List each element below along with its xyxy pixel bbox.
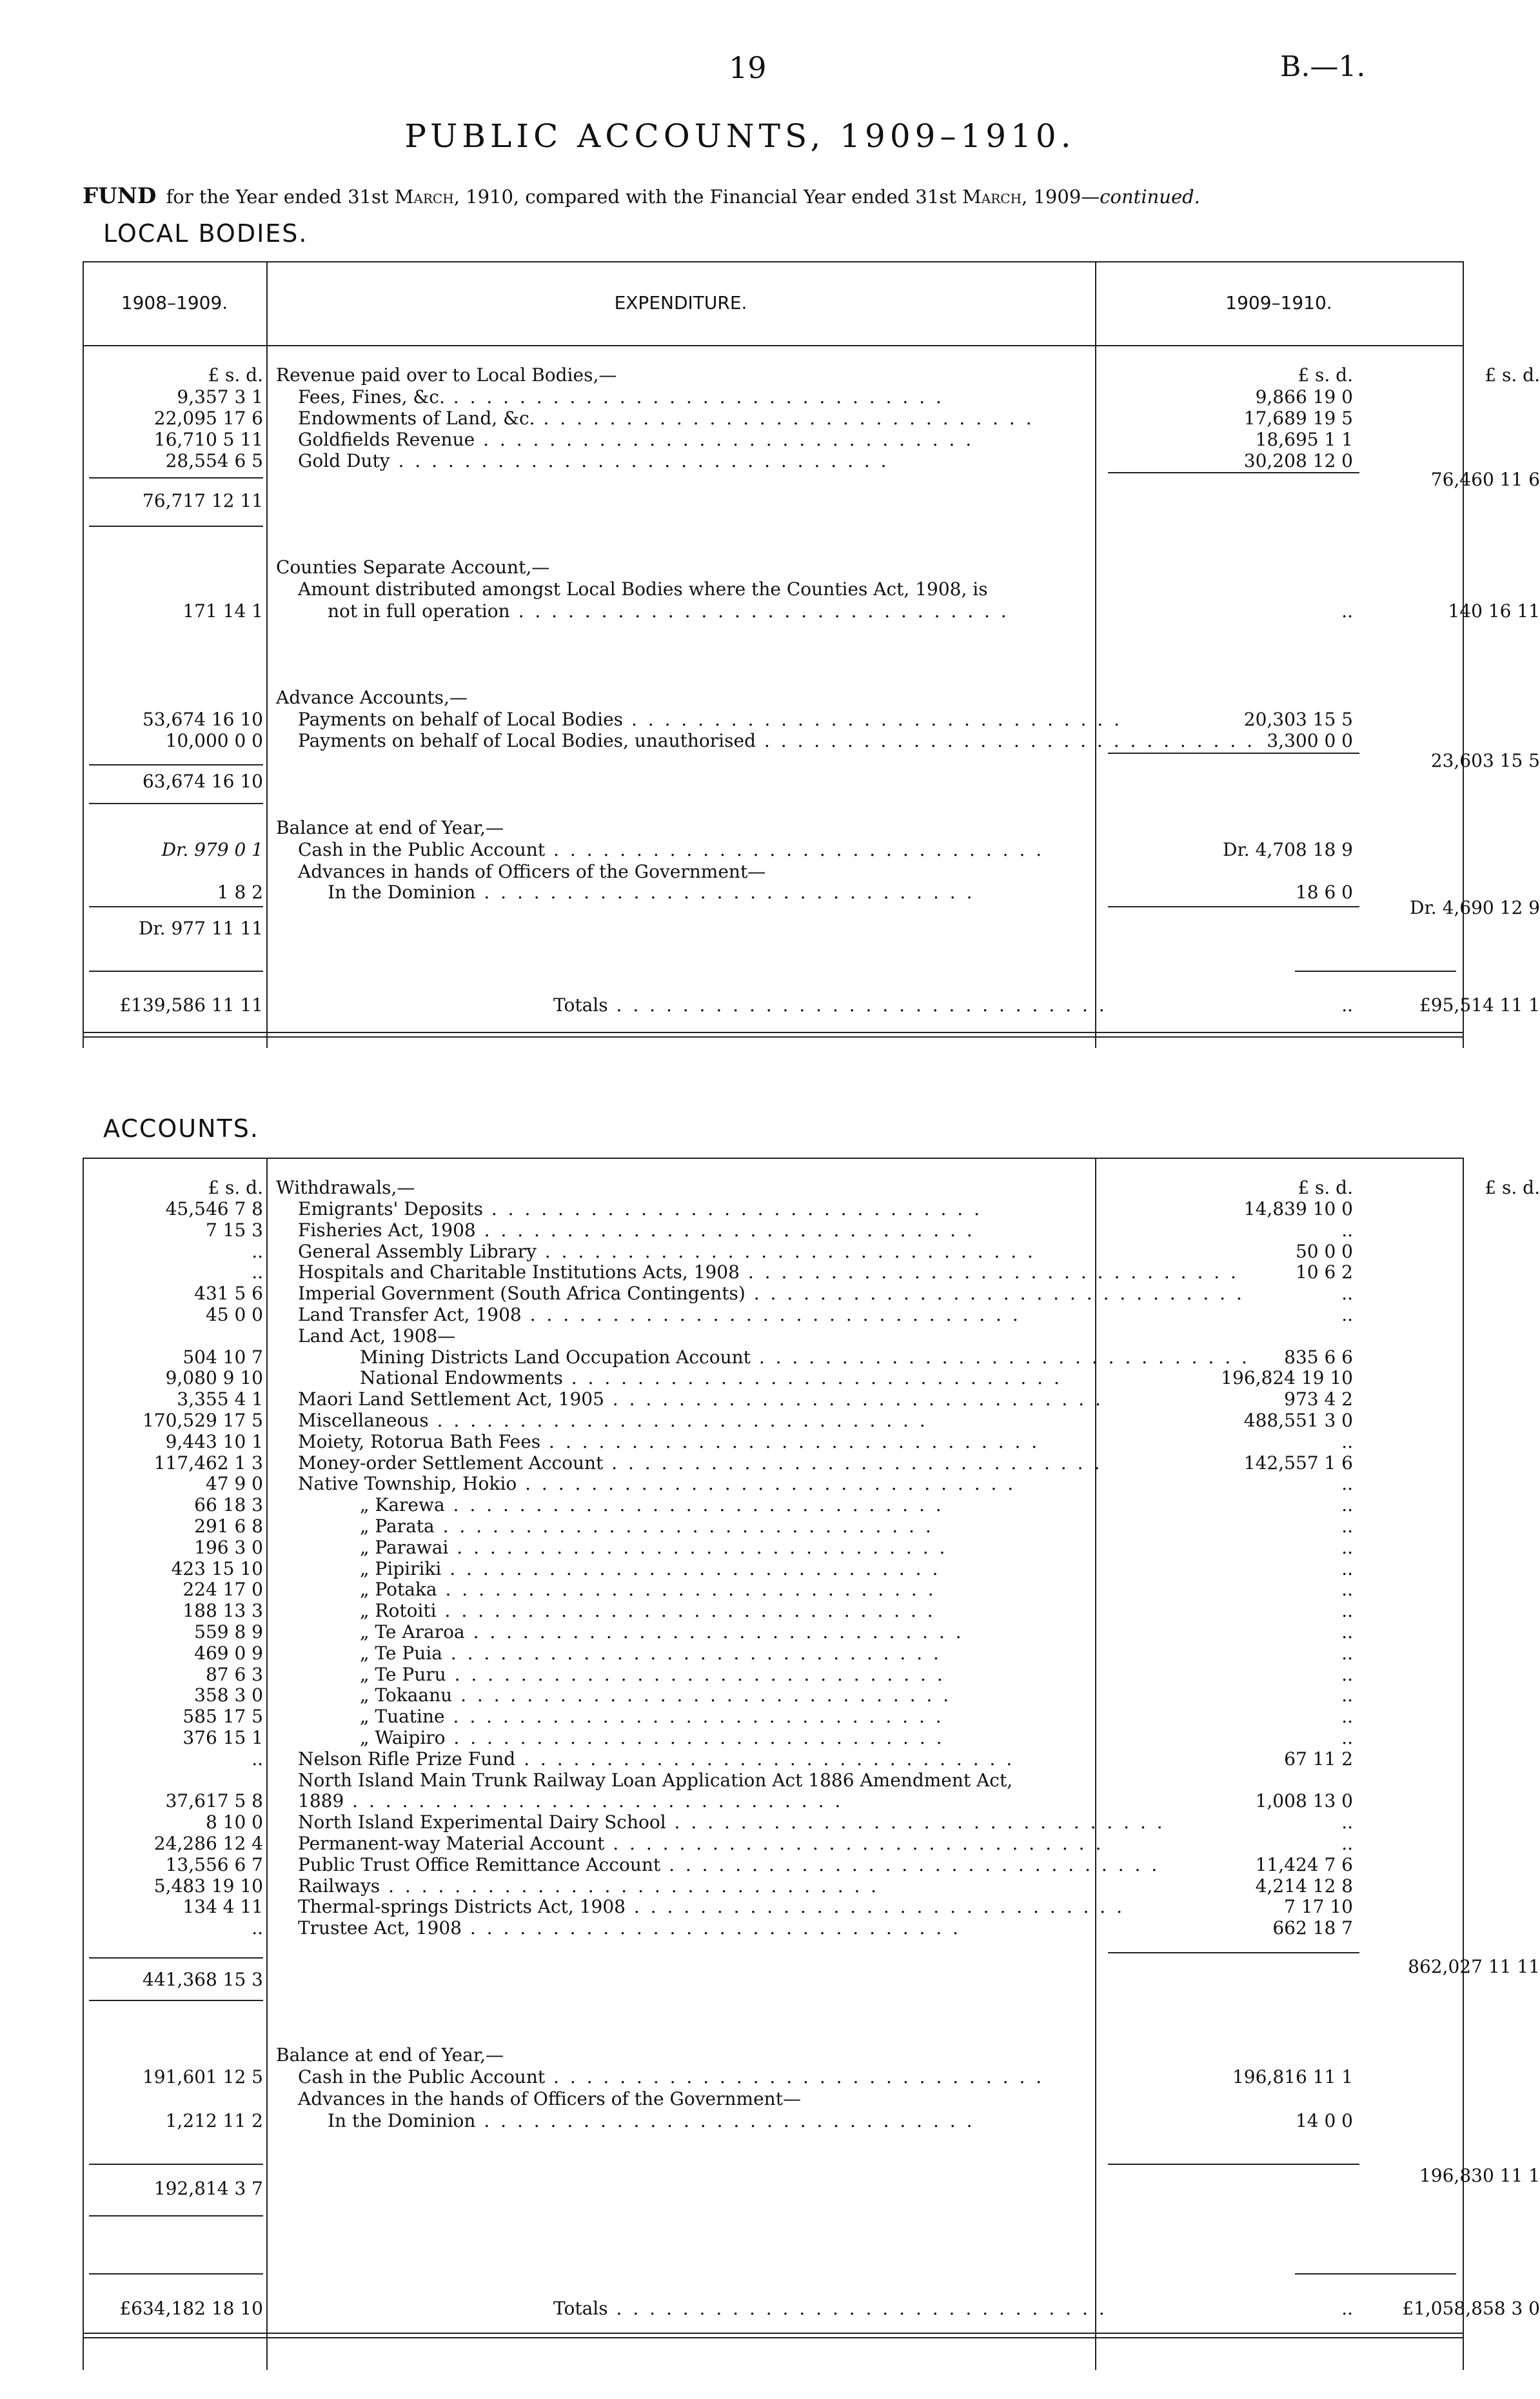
- row-item-amount: 1,008 13 0: [1255, 1790, 1353, 1812]
- table-row: [83, 1643, 1463, 1664]
- row-prev-amount: 5,483 19 10: [153, 1875, 263, 1897]
- row-prev-amount: 469 0 9: [194, 1642, 263, 1664]
- row-item-amount: 14,839 10 0: [1243, 1198, 1353, 1219]
- row-item-amount: 488,551 3 0: [1243, 1410, 1353, 1431]
- row-description: Native Township, Hokio . .: [276, 1473, 1188, 1495]
- acc-balance-cash-prev: 191,601 12 5: [142, 2066, 263, 2088]
- row-item-amount: 20,303 15 5: [1243, 709, 1353, 730]
- row-prev-amount: 37,617 5 8: [165, 1790, 263, 1812]
- table-row: [83, 1875, 1463, 1897]
- row-item-amount: 17,689 19 5: [1243, 408, 1353, 429]
- row-description: Goldfields Revenue . .: [276, 429, 1188, 451]
- row-prev-amount: 224 17 0: [183, 1579, 263, 1601]
- row-description: „ Te Puia . .: [276, 1643, 1250, 1664]
- subtitle: [83, 183, 1200, 209]
- table-row: [83, 730, 1463, 752]
- advance-total-curr: 23,603 15 5: [1430, 750, 1540, 771]
- row-item-amount: ..: [1341, 1557, 1353, 1579]
- row-prev-amount: 585 17 5: [183, 1706, 263, 1728]
- row-description: National Endowments . .: [276, 1367, 1250, 1389]
- row-description: Railways . .: [276, 1875, 1188, 1897]
- row-prev-amount: 559 8 9: [194, 1621, 263, 1643]
- row-description: North Island Experimental Dairy School . .: [276, 1812, 1188, 1833]
- row-prev-amount: 170,529 17 5: [142, 1410, 263, 1431]
- row-item-amount: ..: [1341, 1833, 1353, 1854]
- counties-line2: not in full operation . .: [276, 600, 1218, 622]
- table-row: [83, 1494, 1463, 1516]
- acc-balance-dom-desc: In the Dominion . .: [276, 2110, 1218, 2132]
- table-row: [83, 1896, 1463, 1918]
- row-prev-amount: 431 5 6: [194, 1283, 263, 1305]
- row-item-amount: ..: [1341, 1663, 1353, 1685]
- col-head-expenditure: EXPENDITURE.: [614, 292, 747, 313]
- row-description: Public Trust Office Remittance Account . .: [276, 1854, 1188, 1876]
- lb-balance-dom-prev: 1 8 2: [217, 882, 263, 903]
- row-description: Mining Districts Land Occupation Account . .: [276, 1347, 1250, 1368]
- row-item-amount: 196,824 19 10: [1221, 1367, 1353, 1389]
- page-number: 19: [729, 50, 767, 85]
- row-description: Payments on behalf of Local Bodies . .: [276, 709, 1188, 731]
- row-item-amount: ..: [1341, 1684, 1353, 1706]
- row-prev-amount: 376 15 1: [183, 1727, 263, 1748]
- row-item-amount: ..: [1341, 1536, 1353, 1558]
- row-item-amount: 50 0 0: [1295, 1240, 1353, 1262]
- row-prev-amount: 134 4 11: [183, 1896, 263, 1918]
- page-title: PUBLIC ACCOUNTS, 1909–1910.: [404, 117, 1076, 155]
- row-description: „ Potaka . .: [276, 1579, 1250, 1601]
- counties-total: 140 16 11: [1448, 600, 1540, 622]
- row-description: North Island Main Trunk Railway Loan Application Act 1886 Amendment Act,: [298, 1769, 1013, 1791]
- row-description: „ Parawai . .: [276, 1537, 1250, 1559]
- row-item-amount: 30,208 12 0: [1243, 450, 1353, 471]
- subtitle-month-b: March: [962, 186, 1022, 208]
- acc-totals-item: ..: [1341, 2298, 1353, 2319]
- accounts-table: [83, 1158, 1540, 2370]
- advance-subtotal-prev: 63,674 16 10: [142, 771, 263, 792]
- table-row: [83, 429, 1463, 451]
- acc-totals-label: Totals . .: [276, 2298, 1443, 2320]
- table-row: [83, 408, 1463, 429]
- unit-curr-items: £ s. d.: [1298, 364, 1353, 386]
- table-row: [83, 1706, 1463, 1728]
- lb-balance-dom-item: 18 6 0: [1295, 882, 1353, 903]
- acc-totals-prev: £634,182 18 10: [119, 2298, 263, 2319]
- row-item-amount: ..: [1341, 1600, 1353, 1622]
- table-row: [83, 1621, 1463, 1643]
- lb-totals-prev: £139,586 11 11: [119, 994, 263, 1016]
- row-description: Nelson Rifle Prize Fund . .: [276, 1748, 1188, 1770]
- acc-unit-curr-total: £ s. d.: [1485, 1177, 1540, 1198]
- row-description: „ Waipiro . .: [276, 1727, 1250, 1749]
- counties-prev: 171 14 1: [183, 600, 263, 622]
- lb-balance-heading: Balance at end of Year,—: [276, 817, 504, 838]
- row-description: Maori Land Settlement Act, 1905 . .: [276, 1388, 1188, 1410]
- row-description: Imperial Government (South Africa Contingents) . .: [276, 1283, 1188, 1305]
- row-description: General Assembly Library . .: [276, 1241, 1188, 1263]
- row-item-amount: ..: [1341, 1812, 1353, 1833]
- row-item-amount: ..: [1341, 1579, 1353, 1601]
- local-bodies-heading: LOCAL BODIES.: [103, 219, 308, 248]
- row-item-amount: ..: [1341, 1430, 1353, 1452]
- row-prev-amount: 45 0 0: [205, 1304, 263, 1325]
- row-prev-amount: 358 3 0: [194, 1684, 263, 1706]
- table-row: [83, 1537, 1463, 1559]
- unit-prev: £ s. d.: [208, 364, 263, 386]
- table-row: [83, 1727, 1463, 1749]
- row-item-amount: ..: [1341, 1304, 1353, 1325]
- row-description: „ Tokaanu . .: [276, 1684, 1250, 1706]
- table-row: [83, 386, 1463, 408]
- acc-unit-curr-items: £ s. d.: [1298, 1177, 1353, 1198]
- lb-balance-subtotal-prev: Dr. 977 11 11: [138, 918, 263, 939]
- row-prev-amount: ..: [252, 1748, 263, 1770]
- revenue-subtotal-prev: 76,717 12 11: [142, 490, 263, 511]
- row-description: „ Te Araroa . .: [276, 1621, 1250, 1643]
- row-prev-amount: 9,357 3 1: [177, 386, 263, 408]
- row-item-amount: ..: [1341, 1706, 1353, 1728]
- row-description: Moiety, Rotorua Bath Fees . .: [276, 1431, 1188, 1453]
- row-description: Land Transfer Act, 1908 . .: [276, 1304, 1188, 1326]
- table-row: [83, 1515, 1463, 1537]
- row-prev-amount: 196 3 0: [194, 1536, 263, 1558]
- row-prev-amount: 423 15 10: [171, 1557, 263, 1579]
- acc-unit-prev: £ s. d.: [208, 1177, 263, 1198]
- table-row: [83, 1748, 1463, 1770]
- row-item-amount: 10 6 2: [1295, 1261, 1353, 1283]
- row-item-amount: 7 17 10: [1284, 1896, 1353, 1918]
- row-item-amount: ..: [1341, 1219, 1353, 1241]
- row-item-amount: 11,424 7 6: [1255, 1853, 1353, 1875]
- table-row: [83, 1684, 1463, 1706]
- table-row: [83, 1452, 1463, 1474]
- table-row: [83, 1473, 1463, 1495]
- col-head-1909-1910: 1909–1910.: [1225, 292, 1332, 313]
- row-prev-amount: 13,556 6 7: [165, 1853, 263, 1875]
- lb-balance-total-curr: Dr. 4,690 12 9: [1410, 897, 1540, 918]
- lb-balance-dom-desc: In the Dominion . .: [276, 882, 1218, 903]
- row-description: Gold Duty . .: [276, 450, 1188, 472]
- table-row: [83, 1261, 1463, 1283]
- row-prev-amount: 45,546 7 8: [165, 1198, 263, 1219]
- row-item-amount: ..: [1341, 1727, 1353, 1748]
- row-prev-amount: 291 6 8: [194, 1515, 263, 1537]
- row-prev-amount: 3,355 4 1: [177, 1388, 263, 1410]
- table-row: [83, 1917, 1463, 1939]
- row-item-amount: ..: [1341, 1283, 1353, 1305]
- acc-balance-heading: Balance at end of Year,—: [276, 2044, 504, 2066]
- acc-balance-adv-desc: Advances in the hands of Officers of the Government—: [298, 2088, 801, 2109]
- acc-balance-cash-desc: Cash in the Public Account . .: [276, 2066, 1188, 2088]
- table-row: [83, 1833, 1463, 1855]
- row-item-amount: 142,557 1 6: [1243, 1452, 1353, 1474]
- row-description: Permanent-way Material Account . .: [276, 1833, 1188, 1855]
- lb-totals-item: ..: [1341, 994, 1353, 1016]
- counties-line1: Amount distributed amongst Local Bodies where the Counties Act, 1908, is: [298, 578, 988, 600]
- row-item-amount: ..: [1341, 1515, 1353, 1537]
- row-prev-amount: 9,080 9 10: [165, 1367, 263, 1389]
- table-row: [83, 1304, 1463, 1326]
- row-prev-amount: 47 9 0: [205, 1473, 263, 1495]
- row-prev-amount: 117,462 1 3: [153, 1452, 263, 1474]
- counties-heading: Counties Separate Account,—: [276, 557, 550, 578]
- subtitle-month-a: March: [394, 186, 454, 208]
- row-description: Fisheries Act, 1908 . .: [276, 1219, 1188, 1241]
- table-row: [83, 1431, 1463, 1453]
- table-row: [83, 1219, 1463, 1241]
- accounts-heading: ACCOUNTS.: [103, 1114, 259, 1143]
- table-row: [83, 709, 1463, 731]
- row-prev-amount: 22,095 17 6: [153, 408, 263, 429]
- row-item-amount: ..: [1341, 1494, 1353, 1516]
- row-item-amount: 835 6 6: [1284, 1346, 1353, 1368]
- row-prev-amount: ..: [252, 1240, 263, 1262]
- row-item-amount: ..: [1341, 1642, 1353, 1664]
- lb-totals-curr: £95,514 11 1: [1419, 994, 1540, 1016]
- table-row: [83, 1664, 1463, 1686]
- row-description: Trustee Act, 1908 . .: [276, 1917, 1188, 1939]
- row-description: Land Act, 1908—: [298, 1325, 456, 1347]
- row-item-amount: 662 18 7: [1272, 1917, 1353, 1939]
- row-description: „ Parata . .: [276, 1515, 1250, 1537]
- row-prev-amount: 10,000 0 0: [165, 730, 263, 751]
- row-item-amount: 3,300 0 0: [1267, 730, 1353, 751]
- withdrawals-subtotal-prev: 441,368 15 3: [142, 1969, 263, 1990]
- lb-balance-adv-desc: Advances in hands of Officers of the Government—: [298, 861, 766, 882]
- table-row: [83, 1410, 1463, 1432]
- row-prev-amount: 8 10 0: [205, 1812, 263, 1833]
- row-item-amount: 973 4 2: [1284, 1388, 1353, 1410]
- table-row: [83, 1600, 1463, 1622]
- table-row: [83, 1367, 1463, 1389]
- table-row: [83, 1790, 1463, 1812]
- lb-totals-label: Totals . .: [276, 994, 1443, 1016]
- local-bodies-table: [83, 261, 1540, 1048]
- table-row: [83, 1558, 1463, 1580]
- subtitle-text-c: , 1909—: [1022, 186, 1100, 208]
- section-reference: B.—1.: [1280, 50, 1366, 83]
- row-prev-amount: 9,443 10 1: [165, 1430, 263, 1452]
- row-prev-amount: 16,710 5 11: [153, 429, 263, 450]
- row-description: Thermal-springs Districts Act, 1908 . .: [276, 1896, 1188, 1918]
- row-description: Emigrants' Deposits . .: [276, 1198, 1188, 1220]
- subtitle-text-b: , 1910, compared with the Financial Year ended 31st: [453, 186, 956, 208]
- row-prev-amount: ..: [252, 1917, 263, 1939]
- table-row: [83, 1283, 1463, 1305]
- row-description: Payments on behalf of Local Bodies, unauthorised . .: [276, 730, 1188, 752]
- row-prev-amount: 188 13 3: [183, 1600, 263, 1622]
- table-row: [83, 1325, 1463, 1347]
- row-description: Hospitals and Charitable Institutions Acts, 1908 . .: [276, 1261, 1188, 1283]
- table-row: [83, 1198, 1463, 1220]
- row-prev-amount: 66 18 3: [194, 1494, 263, 1516]
- unit-curr-total: £ s. d.: [1485, 364, 1540, 386]
- row-description: Miscellaneous . .: [276, 1410, 1188, 1432]
- acc-balance-cash-item: 196,816 11 1: [1232, 2066, 1353, 2088]
- withdrawals-heading: Withdrawals,—: [276, 1177, 415, 1198]
- advance-heading: Advance Accounts,—: [276, 687, 468, 708]
- subtitle-lead: FUND: [83, 183, 157, 209]
- revenue-heading: Revenue paid over to Local Bodies,—: [276, 364, 617, 386]
- row-prev-amount: 7 15 3: [205, 1219, 263, 1241]
- subtitle-text-a: for the Year ended 31st: [166, 186, 389, 208]
- acc-balance-total-curr: 196,830 11 1: [1419, 2165, 1540, 2186]
- table-row: [83, 1241, 1463, 1263]
- row-prev-amount: 28,554 6 5: [165, 450, 263, 471]
- row-item-amount: 9,866 19 0: [1255, 386, 1353, 408]
- row-description: „ Pipiriki . .: [276, 1558, 1250, 1580]
- row-description: Fees, Fines, &c. . .: [276, 386, 1188, 408]
- subtitle-continued: continued.: [1100, 186, 1200, 208]
- row-description: „ Te Puru . .: [276, 1664, 1250, 1686]
- row-prev-amount: 53,674 16 10: [142, 709, 263, 730]
- lb-balance-cash-item: Dr. 4,708 18 9: [1223, 839, 1353, 860]
- row-description: 1889 . .: [276, 1790, 1188, 1812]
- row-description: „ Tuatine . .: [276, 1706, 1250, 1728]
- row-prev-amount: 504 10 7: [183, 1346, 263, 1368]
- table-row: [83, 1770, 1463, 1792]
- row-item-amount: 4,214 12 8: [1255, 1875, 1353, 1897]
- acc-totals-curr: £1,058,858 3 0: [1402, 2298, 1540, 2319]
- row-description: „ Karewa . .: [276, 1494, 1250, 1516]
- row-description: „ Rotoiti . .: [276, 1600, 1250, 1622]
- row-prev-amount: 87 6 3: [205, 1663, 263, 1685]
- revenue-total-curr: 76,460 11 6: [1430, 469, 1540, 490]
- table-row: [83, 1812, 1463, 1833]
- row-item-amount: 18,695 1 1: [1255, 429, 1353, 450]
- acc-balance-dom-prev: 1,212 11 2: [165, 2110, 263, 2131]
- withdrawals-total-curr: 862,027 11 11: [1408, 1956, 1540, 1977]
- lb-balance-cash-desc: Cash in the Public Account . .: [276, 839, 1188, 861]
- row-description: Endowments of Land, &c. . .: [276, 408, 1188, 429]
- acc-balance-dom-item: 14 0 0: [1295, 2110, 1353, 2131]
- row-item-amount: 67 11 2: [1284, 1748, 1353, 1770]
- row-prev-amount: 24,286 12 4: [153, 1833, 263, 1854]
- row-item-amount: ..: [1341, 1473, 1353, 1495]
- row-description: Money-order Settlement Account . .: [276, 1452, 1188, 1474]
- lb-balance-cash-prev: Dr. 979 0 1: [161, 839, 263, 860]
- table-row: [83, 1579, 1463, 1601]
- row-prev-amount: ..: [252, 1261, 263, 1283]
- table-row: [83, 1347, 1463, 1368]
- counties-item: ..: [1341, 600, 1353, 622]
- acc-balance-subtotal-prev: 192,814 3 7: [153, 2178, 263, 2199]
- table-row: [83, 1854, 1463, 1876]
- row-item-amount: ..: [1341, 1621, 1353, 1643]
- col-head-1908-1909: 1908–1909.: [121, 292, 228, 313]
- table-row: [83, 1388, 1463, 1410]
